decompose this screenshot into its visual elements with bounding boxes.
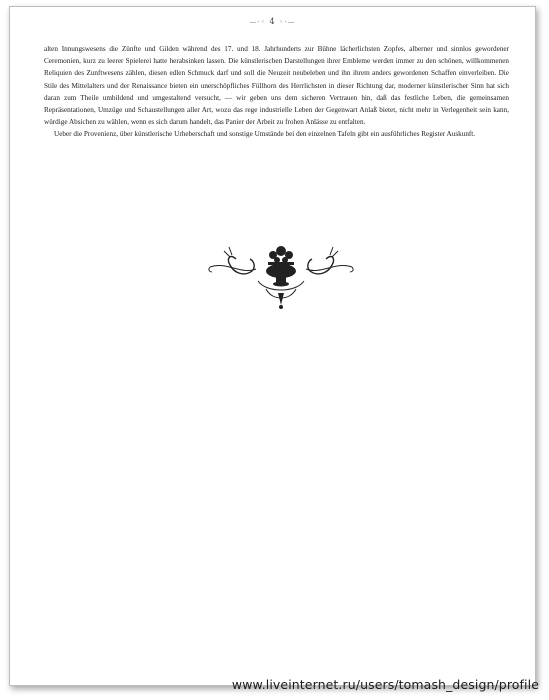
document-page xyxy=(9,6,536,686)
ornament-right-icon: ◦·— xyxy=(279,18,296,26)
paragraph: Ueber die Provenienz, über künstlerische Urheberschaft und sonstige Umstände bei den einzelnen Tafeln gibt ein ausführliches Register Auskunft. xyxy=(54,130,476,139)
watermark-url: www.liveinternet.ru/users/tomash_design/profile xyxy=(231,677,539,692)
paragraph: alten Innungswesens die Zünfte und Gilden während des 17. und 18. Jahrhunderts zur Bühne lächerlichsten Zopfes, alberner und sinnlos gewordener Ceremonien, kurz zu leerer Spielerei hatte herabsinken lassen. Die künstlerischen Darstellungen ihrer Embleme werden immer zu den schönen, willkommenen Reliquien des Zunftwesens zählen, diesen edlen Schmuck darf und soll die Neuzeit neubeleben und ihn ihrem anders gewordenen Schaffen einverleiben. Die Stile des Mittelalters und der Renaissance bieten ein unerschöpfliches Füllhorn des Herrlichsten in dieser Richtung dar, moderner künstlerischer Sinn hat sich daran zum Theile umbildend und umgestaltend versucht, — wir geben uns dem sicheren Vertrauen hin, daß das festliche Leben, die gemeinsamen Repräsentationen, Umzüge und Schaustellungen aller Art, wozu das rege industrielle Leben der Gegenwart Anlaß bietet, nicht mehr in Verlegenheit sein kann, würdige Absichen zu wählen, wenn es sich darum handelt, das Panier der Arbeit zu frohen Anlässe zu entfalten. xyxy=(44,45,509,127)
body-text xyxy=(44,43,509,141)
ornamental-vignette-icon xyxy=(206,231,356,311)
ornament-left-icon: —·◦ xyxy=(249,18,266,26)
page-number-header xyxy=(10,17,535,26)
page-number: 4 xyxy=(269,17,276,26)
